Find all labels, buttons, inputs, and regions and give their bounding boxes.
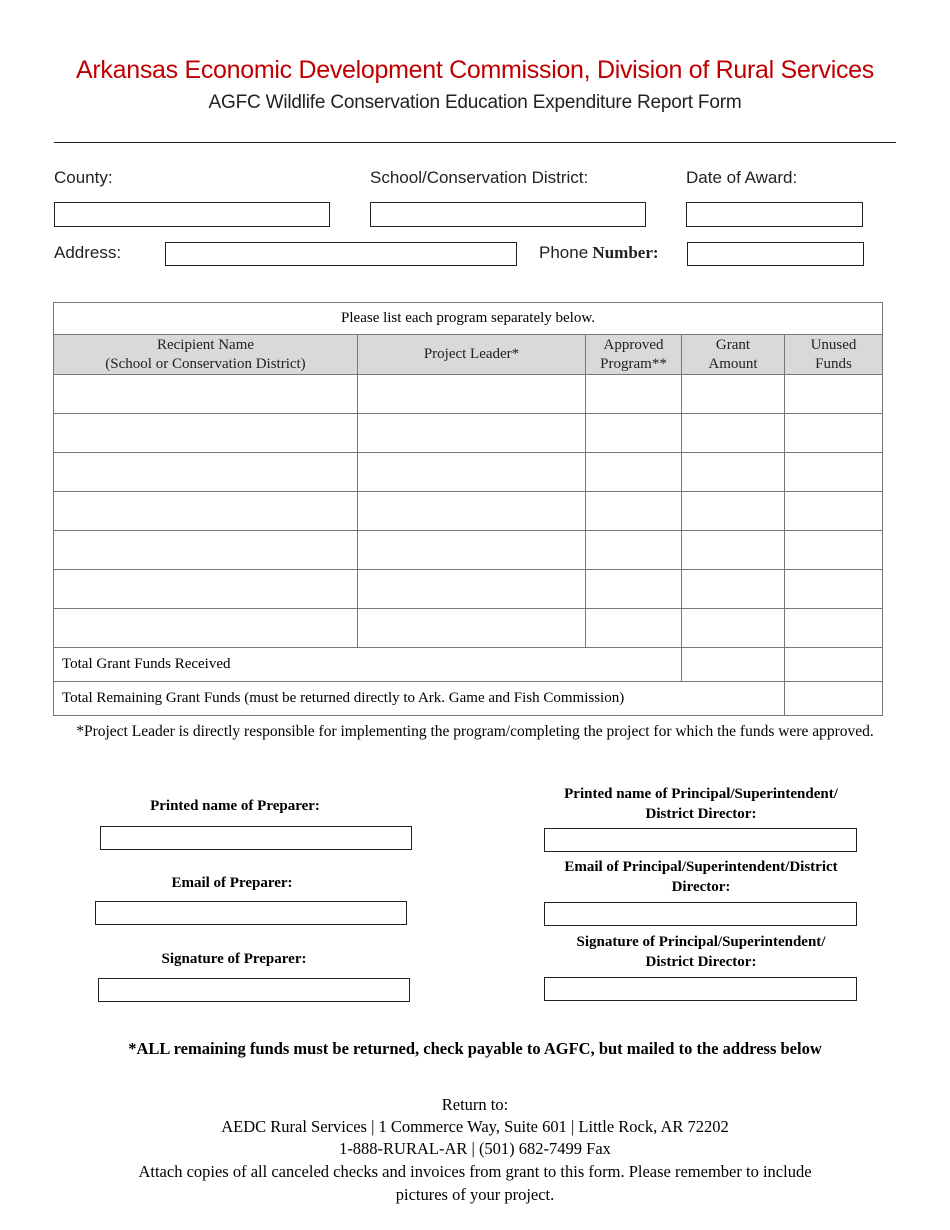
preparer-email-label: Email of Preparer: bbox=[171, 875, 293, 891]
recipient-name-cell[interactable] bbox=[54, 453, 358, 492]
project-leader-footnote: *Project Leader is directly responsible for implementing the program/completing the project for which the funds were approved. bbox=[76, 723, 874, 740]
table-row bbox=[54, 492, 883, 531]
unused-funds-cell[interactable] bbox=[785, 453, 883, 492]
return-instructions: Attach copies of all canceled checks and invoices from grant to this form. Please remember to include pictures of your project. bbox=[138, 1162, 812, 1204]
principal-name-label: Printed name of Principal/Superintendent/ District Director: bbox=[564, 786, 838, 822]
return-phone: 1-888-RURAL-AR | (501) 682-7499 Fax bbox=[339, 1139, 611, 1158]
table-row bbox=[54, 414, 883, 453]
unused-funds-cell[interactable] bbox=[785, 609, 883, 648]
recipient-name-cell[interactable] bbox=[54, 609, 358, 648]
preparer-email-input[interactable] bbox=[95, 901, 407, 925]
header-approved-program: Approved Program** bbox=[586, 335, 682, 375]
unused-funds-cell[interactable] bbox=[785, 492, 883, 531]
grant-amount-cell[interactable] bbox=[682, 414, 785, 453]
district-label: School/Conservation District: bbox=[370, 168, 589, 187]
page-title: Arkansas Economic Development Commission, Division of Rural Services bbox=[76, 56, 874, 84]
header-project-leader: Project Leader* bbox=[358, 335, 586, 375]
grant-amount-cell[interactable] bbox=[682, 453, 785, 492]
grant-amount-cell[interactable] bbox=[682, 492, 785, 531]
table-row bbox=[54, 375, 883, 414]
principal-email-input[interactable] bbox=[544, 902, 857, 926]
date-of-award-input[interactable] bbox=[686, 202, 863, 227]
return-address: AEDC Rural Services | 1 Commerce Way, Suite 601 | Little Rock, AR 72202 bbox=[221, 1117, 729, 1136]
phone-input[interactable] bbox=[687, 242, 864, 266]
recipient-name-cell[interactable] bbox=[54, 570, 358, 609]
header-grant-amount: Grant Amount bbox=[682, 335, 785, 375]
principal-name-input[interactable] bbox=[544, 828, 857, 852]
project-leader-cell[interactable] bbox=[358, 453, 586, 492]
header-unused-funds: Unused Funds bbox=[785, 335, 883, 375]
county-label: County: bbox=[54, 168, 113, 187]
recipient-name-cell[interactable] bbox=[54, 531, 358, 570]
grant-amount-cell[interactable] bbox=[682, 375, 785, 414]
approved-program-cell[interactable] bbox=[586, 453, 682, 492]
form-subtitle: AGFC Wildlife Conservation Education Expenditure Report Form bbox=[208, 92, 742, 113]
grant-amount-cell[interactable] bbox=[682, 609, 785, 648]
table-row bbox=[54, 609, 883, 648]
return-heading: Return to: bbox=[441, 1095, 509, 1114]
principal-signature-label: Signature of Principal/Superintendent/ District Director: bbox=[576, 934, 826, 970]
approved-program-cell[interactable] bbox=[586, 531, 682, 570]
principal-email-label: Email of Principal/Superintendent/District Director: bbox=[564, 859, 838, 895]
phone-label-bold: Number: bbox=[592, 243, 659, 262]
address-label: Address: bbox=[54, 243, 122, 262]
total-received-unused-cell[interactable] bbox=[785, 648, 883, 682]
header-recipient-name: Recipient Name (School or Conservation District) bbox=[54, 335, 358, 375]
address-input[interactable] bbox=[165, 242, 517, 266]
preparer-name-label: Printed name of Preparer: bbox=[150, 798, 320, 814]
project-leader-cell[interactable] bbox=[358, 492, 586, 531]
total-received-amount-cell[interactable] bbox=[682, 648, 785, 682]
unused-funds-cell[interactable] bbox=[785, 375, 883, 414]
project-leader-cell[interactable] bbox=[358, 531, 586, 570]
preparer-name-input[interactable] bbox=[100, 826, 412, 850]
date-of-award-label: Date of Award: bbox=[686, 168, 798, 187]
total-remaining-amount-cell[interactable] bbox=[785, 682, 883, 716]
grant-amount-cell[interactable] bbox=[682, 531, 785, 570]
total-remaining-label: Total Remaining Grant Funds (must be returned directly to Ark. Game and Fish Commission) bbox=[54, 682, 785, 716]
table-row bbox=[54, 453, 883, 492]
district-input[interactable] bbox=[370, 202, 646, 227]
preparer-signature-input[interactable] bbox=[98, 978, 410, 1002]
table-header-row bbox=[54, 335, 883, 375]
approved-program-cell[interactable] bbox=[586, 570, 682, 609]
unused-funds-cell[interactable] bbox=[785, 570, 883, 609]
project-leader-cell[interactable] bbox=[358, 375, 586, 414]
approved-program-cell[interactable] bbox=[586, 609, 682, 648]
preparer-signature-label: Signature of Preparer: bbox=[161, 951, 307, 967]
phone-label bbox=[539, 243, 659, 263]
table-caption: Please list each program separately below. bbox=[54, 303, 883, 335]
recipient-name-cell[interactable] bbox=[54, 492, 358, 531]
project-leader-cell[interactable] bbox=[358, 609, 586, 648]
unused-funds-cell[interactable] bbox=[785, 414, 883, 453]
grant-amount-cell[interactable] bbox=[682, 570, 785, 609]
approved-program-cell[interactable] bbox=[586, 492, 682, 531]
principal-signature-input[interactable] bbox=[544, 977, 857, 1001]
unused-funds-cell[interactable] bbox=[785, 531, 883, 570]
approved-program-cell[interactable] bbox=[586, 375, 682, 414]
phone-label-prefix: Phone bbox=[539, 243, 589, 262]
approved-program-cell[interactable] bbox=[586, 414, 682, 453]
header-divider bbox=[54, 142, 896, 143]
county-input[interactable] bbox=[54, 202, 330, 227]
table-row bbox=[54, 570, 883, 609]
recipient-name-cell[interactable] bbox=[54, 375, 358, 414]
project-leader-cell[interactable] bbox=[358, 570, 586, 609]
project-leader-cell[interactable] bbox=[358, 414, 586, 453]
table-row bbox=[54, 531, 883, 570]
remaining-funds-notice: *ALL remaining funds must be returned, check payable to AGFC, but mailed to the address below bbox=[128, 1039, 822, 1058]
total-received-label: Total Grant Funds Received bbox=[54, 648, 682, 682]
total-received-row bbox=[54, 648, 883, 682]
program-table bbox=[53, 302, 883, 716]
total-remaining-row bbox=[54, 682, 883, 716]
recipient-name-cell[interactable] bbox=[54, 414, 358, 453]
